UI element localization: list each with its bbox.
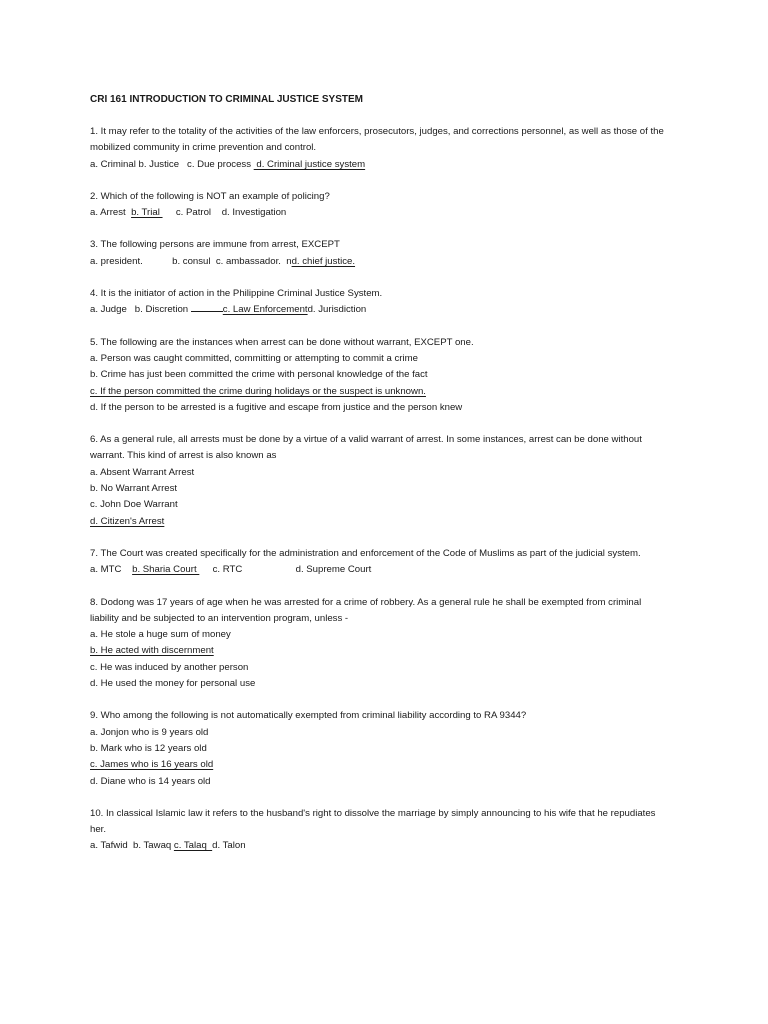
option-a: a. MTC xyxy=(90,564,133,576)
question-options xyxy=(90,562,670,578)
question-options xyxy=(90,157,670,173)
question-stem: 10. In classical Islamic law it refers to the husband's right to dissolve the marriage by simply announcing to his wife that he repudiates her. xyxy=(90,807,656,836)
question-stem: 2. Which of the following is NOT an example of policing? xyxy=(90,190,330,202)
option-a: a. He stole a huge sum of money xyxy=(90,629,231,641)
question-stem: 6. As a general rule, all arrests must be done by a virtue of a valid warrant of arrest. In some instances, arrest can be done without warrant. This kind of arrest is also known as xyxy=(90,434,642,462)
options-text: a. president. b. consul c. ambassador. n xyxy=(90,255,292,267)
question-6 xyxy=(90,432,670,530)
question-2 xyxy=(90,189,670,222)
question-7 xyxy=(90,546,670,579)
document-body xyxy=(90,93,670,871)
question-1 xyxy=(90,124,670,173)
question-stem: 3. The following persons are immune from arrest, EXCEPT xyxy=(90,239,340,251)
document-title: CRI 161 INTRODUCTION TO CRIMINAL JUSTICE SYSTEM xyxy=(90,94,363,105)
answer-option: c. If the person committed the crime during holidays or the suspect is unknown. xyxy=(90,385,426,397)
options-rest: d. Talon xyxy=(212,840,246,852)
options-text: a. Judge b. Discretion xyxy=(90,304,191,316)
question-stem: 7. The Court was created specifically for the administration and enforcement of the Code of Muslims as part of the judicial system. xyxy=(90,547,641,559)
answer-option: c. James who is 16 years old xyxy=(90,759,214,771)
question-options xyxy=(90,254,670,270)
answer-option: d. Criminal justice system xyxy=(253,158,366,170)
option-c: c. John Doe Warrant xyxy=(90,499,178,511)
answer-option: b. Sharia Court xyxy=(132,564,200,576)
question-3 xyxy=(90,237,670,270)
options-rest: c. Patrol d. Investigation xyxy=(162,207,287,219)
options-rest: d. Jurisdiction xyxy=(307,304,367,316)
option-b: b. Crime has just been committed the crime with personal knowledge of the fact xyxy=(90,369,428,381)
question-options xyxy=(90,838,670,854)
question-10 xyxy=(90,806,670,855)
options-rest: c. RTC d. Supreme Court xyxy=(199,564,372,576)
option-a: a. Absent Warrant Arrest xyxy=(90,466,195,478)
option-a: a. Jonjon who is 9 years old xyxy=(90,726,209,738)
option-b: b. Mark who is 12 years old xyxy=(90,742,207,754)
options-text: a. Tafwid b. Tawaq xyxy=(90,840,174,852)
question-9 xyxy=(90,708,670,789)
answer-option: b. Trial xyxy=(131,207,163,219)
question-8 xyxy=(90,595,670,693)
option-a: a. Person was caught committed, committing or attempting to commit a crime xyxy=(90,352,418,364)
answer-option: d. Citizen's Arrest xyxy=(90,515,165,527)
option-d: d. If the person to be arrested is a fugitive and escape from justice and the person knew xyxy=(90,401,463,413)
option-c: c. He was induced by another person xyxy=(90,661,249,673)
question-4 xyxy=(90,286,670,319)
answer-blank xyxy=(191,302,223,312)
answer-option: c. Talaq xyxy=(173,840,213,852)
question-stem: 5. The following are the instances when arrest can be done without warrant, EXCEPT one. xyxy=(90,336,474,348)
question-stem: 4. It is the initiator of action in the Philippine Criminal Justice System. xyxy=(90,288,383,300)
question-stem: 9. Who among the following is not automatically exempted from criminal liability according to RA 9344? xyxy=(90,710,527,722)
option-d: d. He used the money for personal use xyxy=(90,678,256,690)
question-options xyxy=(90,302,670,318)
answer-option: b. He acted with discernment xyxy=(90,645,214,657)
answer-option: d. chief justice. xyxy=(291,255,356,267)
question-stem: 1. It may refer to the totality of the activities of the law enforcers, prosecutors, judges, and corrections personnel, as well as those of the mobilized community in crime prevention and control. xyxy=(90,126,664,154)
options-text: a. Criminal b. Justice c. Due process xyxy=(90,158,254,170)
option-b: b. No Warrant Arrest xyxy=(90,483,178,495)
question-stem: 8. Dodong was 17 years of age when he was arrested for a crime of robbery. As a general rule he shall be exempted from criminal liability and be subjected to an intervention program, unless - xyxy=(90,596,642,624)
option-d: d. Diane who is 14 years old xyxy=(90,775,211,787)
question-5 xyxy=(90,335,670,416)
answer-option: c. Law Enforcement xyxy=(222,304,308,316)
option-a: a. Arrest xyxy=(90,207,132,219)
question-options xyxy=(90,205,670,221)
